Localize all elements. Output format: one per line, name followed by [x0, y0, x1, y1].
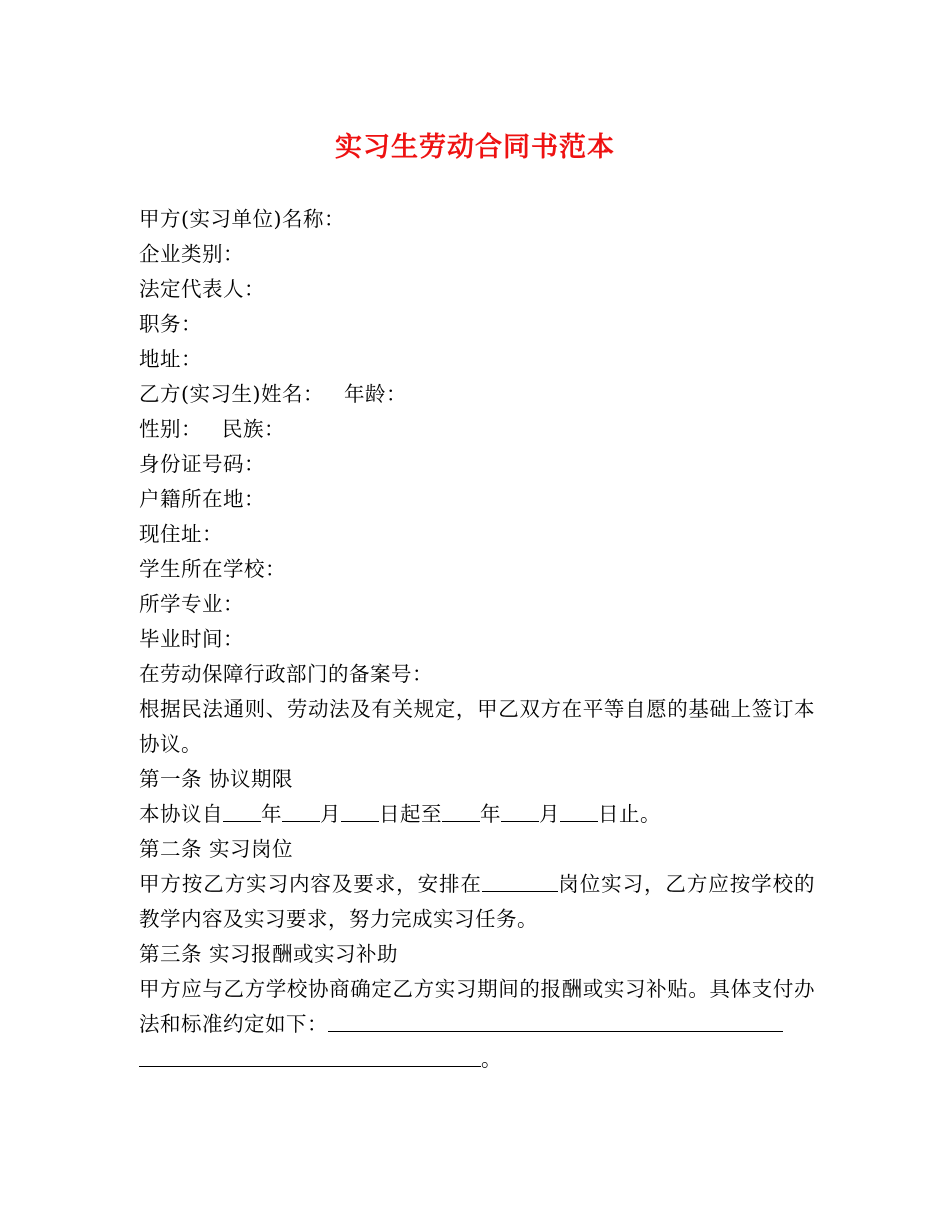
article1-end-month-label: 月	[539, 802, 560, 826]
article3-end: 。	[481, 1047, 502, 1071]
document-body	[139, 202, 815, 1077]
article1-term	[139, 797, 815, 832]
blank-start-year	[223, 799, 261, 822]
article3-text-a: 甲方应与乙方学校协商确定乙方实习期间的报酬或实习补贴。具体支付办法和标准约定如下：	[139, 977, 815, 1036]
article3-heading: 第三条 实习报酬或实习补助	[139, 942, 399, 966]
blank-start-day	[341, 799, 379, 822]
article1-year-label: 年	[261, 802, 282, 826]
article2-text-a: 甲方按乙方实习内容及要求，安排在	[139, 872, 482, 896]
article1-end-year-label: 年	[480, 802, 501, 826]
field-household-registration: 户籍所在地：	[139, 487, 265, 511]
field-graduation-time: 毕业时间：	[139, 627, 244, 651]
blank-end-month	[501, 799, 539, 822]
field-current-address: 现住址：	[139, 522, 223, 546]
field-ethnicity: 民族：	[222, 417, 285, 441]
blank-payment-terms-2	[139, 1044, 481, 1067]
article1-end-day-label: 日止。	[598, 802, 661, 826]
field-position: 职务：	[139, 312, 202, 336]
intro-paragraph: 根据民法通则、劳动法及有关规定，甲乙双方在平等自愿的基础上签订本协议。	[139, 697, 815, 756]
article1-month-label: 月	[320, 802, 341, 826]
field-party-a-name: 甲方(实习单位)名称：	[139, 207, 345, 231]
field-major: 所学专业：	[139, 592, 244, 616]
blank-end-year	[442, 799, 480, 822]
article2-text-b: 岗位实习，乙方应按学校的教学内容及实习要求，努力完成实习任务。	[139, 872, 816, 931]
blank-end-day	[560, 799, 598, 822]
field-party-b-name: 乙方(实习生)姓名：	[139, 382, 324, 406]
field-enterprise-type: 企业类别：	[139, 242, 244, 266]
article1-prefix: 本协议自	[139, 802, 223, 826]
field-legal-representative: 法定代表人：	[139, 277, 265, 301]
field-address: 地址：	[139, 347, 202, 371]
field-school: 学生所在学校：	[139, 557, 286, 581]
field-id-number: 身份证号码：	[139, 452, 265, 476]
blank-payment-terms-1	[328, 1009, 783, 1032]
article1-day-label: 日起至	[379, 802, 442, 826]
article2-heading: 第二条 实习岗位	[139, 837, 294, 861]
field-gender-row	[139, 412, 815, 447]
field-filing-number: 在劳动保障行政部门的备案号：	[139, 662, 433, 686]
field-gender: 性别：	[139, 417, 202, 441]
article1-heading: 第一条 协议期限	[139, 767, 294, 791]
document-title: 实习生劳动合同书范本	[335, 132, 615, 163]
blank-post	[482, 869, 558, 892]
field-party-b-row	[139, 377, 815, 412]
field-party-b-age: 年龄：	[344, 382, 407, 406]
blank-start-month	[282, 799, 320, 822]
article2-paragraph	[139, 867, 815, 937]
article3-paragraph	[139, 972, 815, 1077]
